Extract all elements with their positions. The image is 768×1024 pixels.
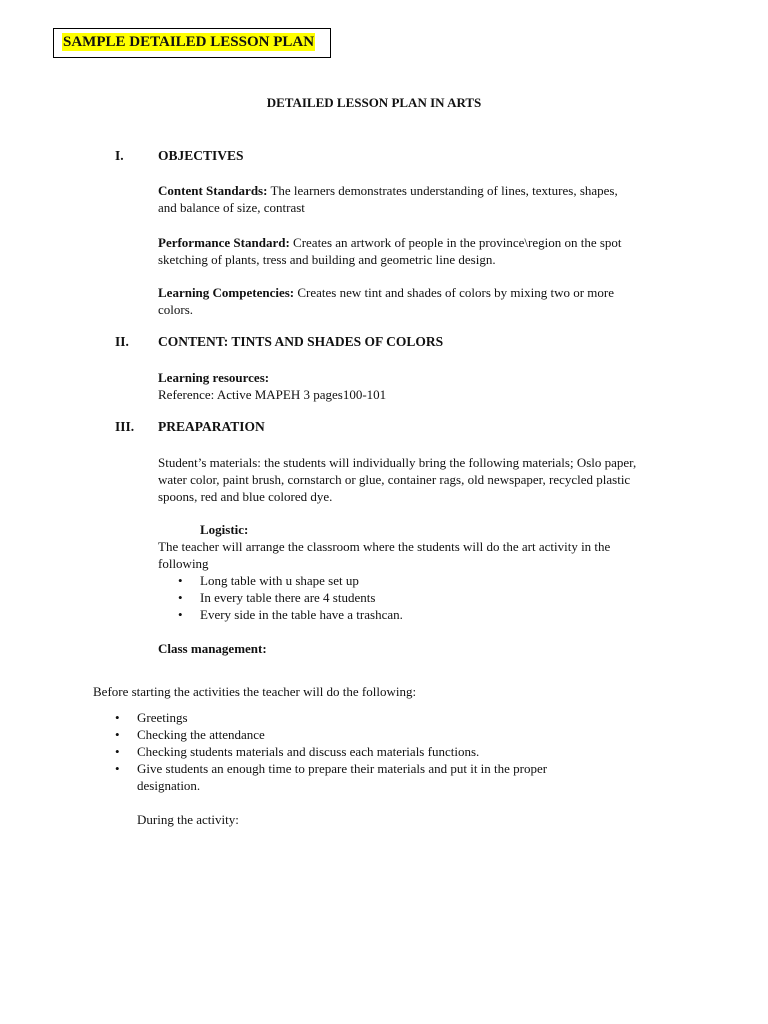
section-3-number: III. (115, 419, 135, 434)
list-item: • Every side in the table have a trashcan. (178, 607, 403, 622)
section-3-title: PREAPARATION (158, 419, 265, 434)
performance-standard-text: Creates an artwork of people in the province\region on the spot sketching of plants, tress and building and geometric line design. (158, 235, 622, 267)
section-1-number: I. (115, 148, 124, 163)
bullet-icon: • (115, 761, 120, 776)
sample-banner (53, 28, 331, 58)
learning-competencies-text: Creates new tint and shades of colors by mixing two or more colors. (158, 285, 615, 317)
section-2-title: CONTENT: TINTS AND SHADES OF COLORS (158, 334, 444, 349)
bullet-icon: • (115, 727, 120, 742)
before-intro: Before starting the activities the teacher will do the following: (93, 684, 417, 699)
students-materials: Student’s materials: the students will individually bring the following materials; Oslo paper, water color, paint brush, cornstarch or glue, container rags, old newspaper, recycled plastic spoons, red and blue colored dye. (158, 455, 637, 504)
bullet-icon: • (115, 710, 120, 725)
logistic-text: The teacher will arrange the classroom where the students will do the art activity in the following (158, 539, 611, 571)
section-2-number: II. (115, 334, 129, 349)
bullet-icon: • (115, 744, 120, 759)
list-item: • Checking students materials and discuss each materials functions. (115, 744, 480, 759)
content-standards-label: Content Standards: (158, 183, 268, 198)
content-standards-text: The learners demonstrates understanding of lines, textures, shapes, and balance of size, contrast (158, 183, 618, 215)
logistic-list (178, 572, 638, 623)
learning-competencies (158, 284, 640, 318)
bullet-icon: • (178, 590, 183, 605)
class-management-label: Class management: (158, 641, 267, 656)
list-item: • Give students an enough time to prepare their materials and put it in the proper designation. (115, 761, 548, 793)
reference-text: Reference: Active MAPEH 3 pages100-101 (158, 387, 387, 402)
list-item: • Greetings (115, 710, 188, 725)
logistic-label: Logistic: (200, 522, 249, 537)
before-list (115, 709, 605, 794)
list-item: • Long table with u shape set up (178, 573, 359, 588)
during-activity: During the activity: (137, 812, 239, 827)
learning-resources-label: Learning resources: (158, 370, 270, 385)
bullet-icon: • (178, 607, 183, 622)
page-title: DETAILED LESSON PLAN IN ARTS (266, 95, 482, 110)
bullet-icon: • (178, 573, 183, 588)
content-standards (158, 182, 638, 216)
banner-text: SAMPLE DETAILED LESSON PLAN (63, 34, 315, 50)
performance-standard (158, 234, 653, 268)
learning-competencies-label: Learning Competencies: (158, 285, 295, 300)
list-item: • Checking the attendance (115, 727, 265, 742)
list-item: • In every table there are 4 students (178, 590, 376, 605)
performance-standard-label: Performance Standard: (158, 235, 290, 250)
section-1-title: OBJECTIVES (158, 148, 244, 163)
